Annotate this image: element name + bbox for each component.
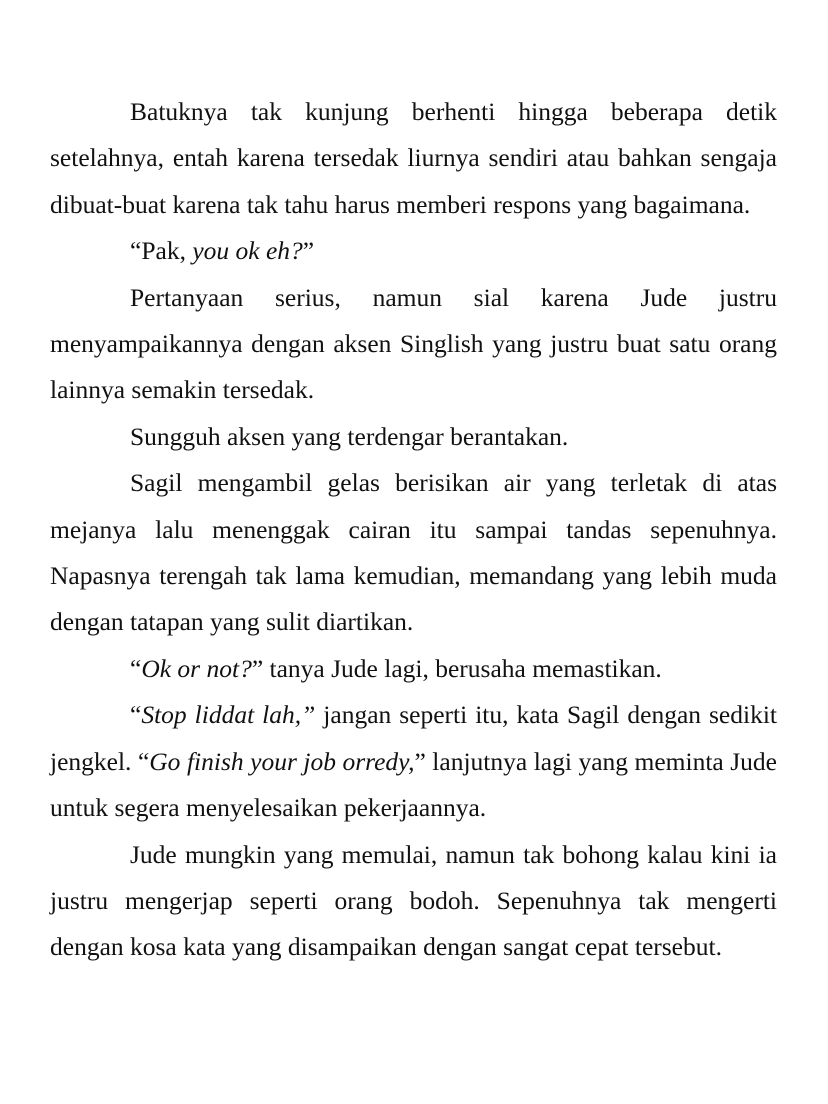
paragraph-8	[50, 832, 777, 971]
italic-text-run: Go finish your job orredy,	[149, 746, 415, 776]
text-run: Pertanyaan serius, namun sial karena Jude justru menyampaikannya dengan aksen Singlish yang justru buat satu orang lainnya semakin tersedak.	[50, 282, 777, 405]
text-run: Batuknya tak kunjung berhenti hingga beberapa detik setelahnya, entah karena tersedak liurnya sendiri atau bahkan sengaja dibuat-buat karena tak tahu harus memberi respons yang bagaimana.	[50, 97, 777, 219]
paragraph-5	[50, 460, 777, 646]
text-run: Sagil mengambil gelas berisikan air yang terletak di atas mejanya lalu menenggak cairan itu sampai tandas sepenuhnya. Napasnya terengah tak lama kemudian, memandang yang lebih muda dengan tatapan yang sulit diartikan.	[50, 468, 777, 637]
paragraph-2	[50, 228, 777, 274]
text-run: Jude mungkin yang memulai, namun tak bohong kalau kini ia justru mengerjap seperti orang bodoh. Sepenuhnya tak mengerti dengan kosa kata yang disampaikan dengan sangat cepat tersebut.	[50, 839, 777, 962]
document-page	[50, 89, 777, 971]
paragraph-3	[50, 275, 777, 414]
paragraph-1	[50, 89, 777, 228]
italic-text-run: Stop liddat lah,”	[141, 700, 316, 730]
text-run: ”	[302, 236, 315, 266]
italic-text-run: you ok eh?	[192, 236, 303, 266]
italic-text-run: Ok or not?	[141, 653, 252, 683]
paragraph-4	[50, 414, 777, 460]
text-run: “	[130, 700, 142, 730]
text-run: “Pak,	[130, 236, 193, 266]
text-run: jangan seperti itu, kata Sagil dengan sedikit jengkel. “	[50, 700, 777, 776]
text-run: “	[130, 653, 142, 683]
paragraph-6	[50, 646, 777, 692]
paragraph-7	[50, 692, 777, 831]
text-run: ” tanya Jude lagi, berusaha memastikan.	[251, 653, 662, 683]
text-run: Sungguh aksen yang terdengar berantakan.	[130, 421, 569, 451]
text-run: ” lanjutnya lagi yang meminta Jude untuk segera menyelesaikan pekerjaannya.	[50, 746, 778, 823]
